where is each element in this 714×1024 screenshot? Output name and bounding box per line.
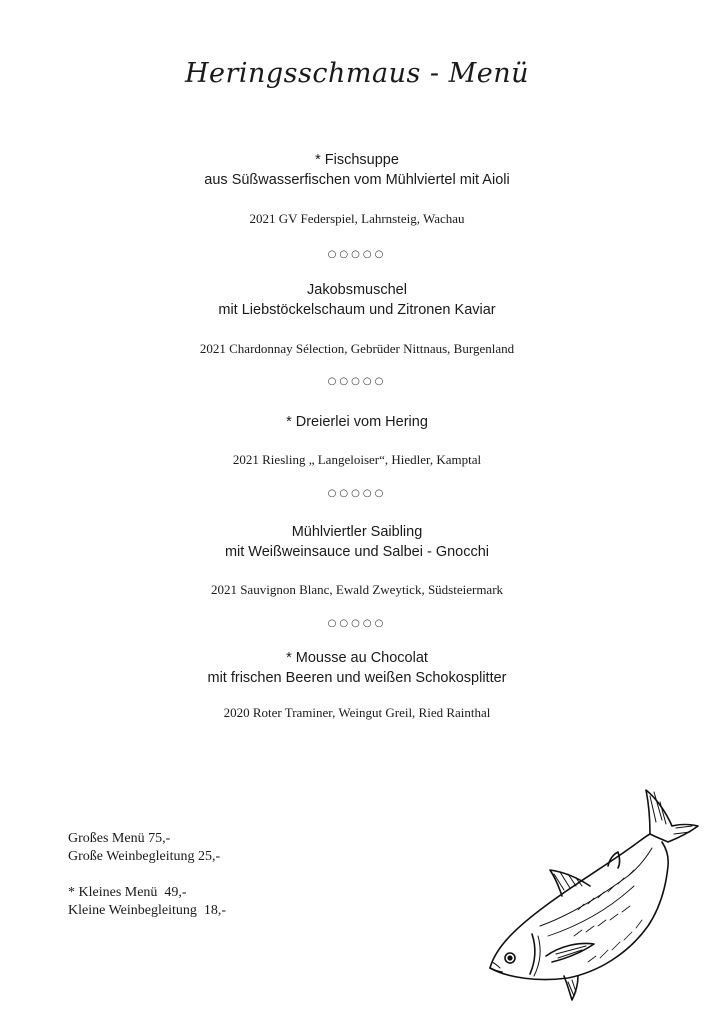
course-5-name: * Mousse au Chocolat [286, 650, 428, 666]
course-3-wine: 2021 Riesling „ Langeloiser“, Hiedler, Kamptal [232, 452, 482, 467]
price-big-menu: Großes Menü 75,- [68, 831, 171, 846]
course-5-description: mit frischen Beeren und weißen Schokosplitter [207, 670, 507, 686]
price-list [68, 830, 226, 920]
course-2 [0, 280, 714, 320]
separator-4: ○○○○○ [327, 618, 387, 629]
course-1-description: aus Süßwasserfischen vom Mühlviertel mit Aioli [204, 172, 510, 188]
price-small-menu: * Kleines Menü 49,- [68, 885, 187, 900]
separator-3: ○○○○○ [327, 488, 387, 499]
course-3-name: * Dreierlei vom Hering [286, 414, 428, 430]
course-4-wine: 2021 Sauvignon Blanc, Ewald Zweytick, Südsteiermark [210, 582, 504, 597]
course-5 [0, 648, 714, 688]
menu-title: Heringsschmaus - Menü [184, 58, 530, 89]
separator-1: ○○○○○ [327, 249, 387, 260]
fish-icon [478, 786, 708, 1002]
course-1-name: * Fischsuppe [315, 152, 399, 168]
course-2-description: mit Liebstöckelschaum und Zitronen Kaviar [218, 302, 496, 318]
course-5-wine: 2020 Roter Traminer, Weingut Greil, Ried Rainthal [223, 705, 491, 720]
course-4 [0, 522, 714, 562]
course-4-name: Mühlviertler Saibling [291, 524, 423, 540]
course-1 [0, 150, 714, 190]
price-small-wine: Kleine Weinbegleitung 18,- [68, 903, 227, 918]
price-big-wine: Große Weinbegleitung 25,- [68, 849, 221, 864]
separator-2: ○○○○○ [327, 376, 387, 387]
course-2-wine: 2021 Chardonnay Sélection, Gebrüder Nittnaus, Burgenland [199, 341, 515, 356]
course-3 [0, 412, 714, 432]
course-1-wine: 2021 GV Federspiel, Lahrnsteig, Wachau [249, 211, 465, 226]
course-2-name: Jakobsmuschel [307, 282, 407, 298]
course-4-description: mit Weißweinsauce und Salbei - Gnocchi [224, 544, 490, 560]
